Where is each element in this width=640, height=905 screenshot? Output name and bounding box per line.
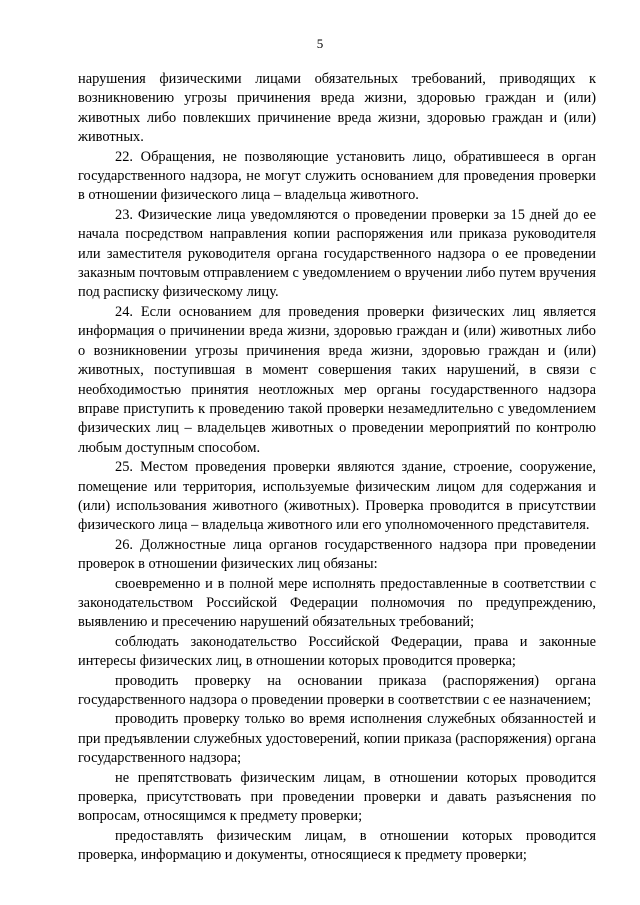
- document-body: [78, 70, 596, 866]
- duty-item: соблюдать законодательство Российской Федерации, права и законные интересы физических лиц, в отношении которых проводится проверка;: [78, 633, 596, 670]
- duty-item: проводить проверку на основании приказа (распоряжения) органа государственного надзора о проведении проверки в соответствии с ее назначением;: [78, 672, 596, 708]
- paragraph-25: 25. Местом проведения проверки являются здание, строение, сооружение, помещение или территория, используемые физическим лицом для содержания и (или) использования животного (животных). Проверка проводится в присутствии физического лица – владельца животного или его уполномоченного представителя.: [78, 459, 596, 534]
- paragraph-22: 22. Обращения, не позволяющие установить лицо, обратившееся в орган государственного надзора, не могут служить основанием для проведения проверки в отношении физического лица – владельца животного.: [78, 148, 596, 204]
- paragraph-26: 26. Должностные лица органов государственного надзора при проведении проверок в отношении физических лиц обязаны:: [78, 536, 596, 573]
- paragraph-24: 24. Если основанием для проведения проверки физических лиц является информация о причинении вреда жизни, здоровью граждан и (или) животных либо о возникновении угрозы причинения вреда жизни, здоровью граждан и (или) животных, поступившая в момент совершения таких нарушений, в связи с необходимостью принятия неотложных мер органы государственного надзора вправе приступить к проведению такой проверки незамедлительно с уведомлением физических лиц – владельцев животных о проведении мероприятий по контролю любым доступным способом.: [78, 303, 596, 456]
- paragraph-continuation: нарушения физическими лицами обязательных требований, приводящих к возникновению угрозы причинения вреда жизни, здоровью граждан и (или) животных либо повлекших причинение вреда жизни, здоровью граждан и (или) животных.: [78, 71, 596, 146]
- duty-item: своевременно и в полной мере исполнять предоставленные в соответствии с законодательством Российской Федерации полномочия по предупреждению, выявлению и пресечению нарушений обязательных требований;: [78, 575, 596, 631]
- duty-item: предоставлять физическим лицам, в отношении которых проводится проверка, информацию и документы, относящиеся к предмету проверки;: [78, 827, 596, 864]
- duty-item: проводить проверку только во время исполнения служебных обязанностей и при предъявлении служебных удостоверений, копии приказа (распоряжения) органа государственного надзора;: [78, 711, 596, 767]
- duty-item: не препятствовать физическим лицам, в отношении которых проводится проверка, присутствовать при проведении проверки и давать разъяснения по вопросам, относящимся к предмету проверки;: [78, 769, 596, 825]
- page-number: 5: [316, 36, 324, 51]
- paragraph-23: 23. Физические лица уведомляются о проведении проверки за 15 дней до ее начала посредством направления копии распоряжения или приказа руководителя или заместителя руководителя органа государственного надзора о ее проведении заказным почтовым отправлением с уведомлением о вручении либо путем вручения под расписку физическому лицу.: [78, 206, 596, 301]
